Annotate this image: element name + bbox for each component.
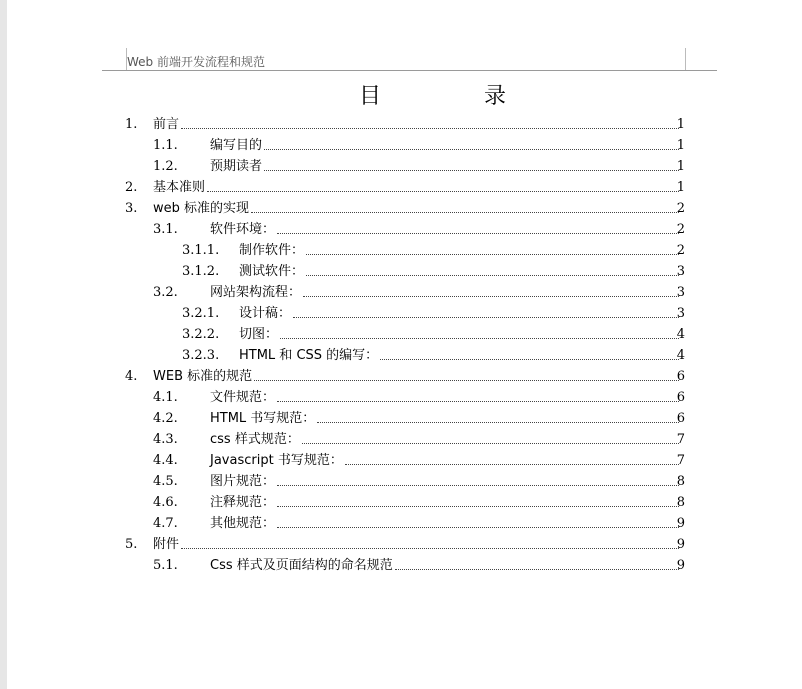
toc-entry-number: 5.1. xyxy=(153,558,178,573)
toc-entry[interactable] xyxy=(7,303,802,324)
toc-dot-leader xyxy=(181,548,679,549)
toc-entry-page: 6 xyxy=(676,411,685,426)
toc-entry-page: 4 xyxy=(676,348,685,363)
toc-title: 目 录 xyxy=(359,84,554,109)
toc-entry-title: css 样式规范： xyxy=(210,432,300,447)
toc-entry-page: 7 xyxy=(676,453,685,468)
toc-entry-number: 3.2.1. xyxy=(182,306,220,321)
header-margin-mark xyxy=(685,48,686,70)
toc-entry-number: 3.2.3. xyxy=(182,348,220,363)
toc-entry[interactable] xyxy=(7,198,802,219)
toc-entry[interactable] xyxy=(7,450,802,471)
toc-dot-leader xyxy=(280,338,679,339)
toc-entry[interactable] xyxy=(7,177,802,198)
toc-dot-leader xyxy=(207,191,679,192)
toc-entry-page: 6 xyxy=(676,390,685,405)
toc-dot-leader xyxy=(264,149,679,150)
toc-entry-number: 1. xyxy=(125,117,138,132)
toc-entry-title: 设计稿： xyxy=(239,306,292,321)
toc-entry-page: 2 xyxy=(676,201,685,216)
toc-dot-leader xyxy=(302,443,679,444)
toc-entry-page: 9 xyxy=(676,558,685,573)
toc-entry-title: HTML 书写规范： xyxy=(210,411,316,426)
toc-entry-number: 4.7. xyxy=(153,516,178,531)
toc-entry-number: 4. xyxy=(125,369,138,384)
toc-entry-number: 4.5. xyxy=(153,474,178,489)
toc-entry-number: 5. xyxy=(125,537,138,552)
toc-entry[interactable] xyxy=(7,387,802,408)
toc-entry-title: 软件环境： xyxy=(210,222,276,237)
toc-entry-title: Javascript 书写规范： xyxy=(210,453,343,468)
toc-entry-title: 文件规范： xyxy=(210,390,276,405)
toc-entry-page: 3 xyxy=(676,264,685,279)
toc-dot-leader xyxy=(380,359,679,360)
toc-entry-page: 1 xyxy=(676,138,685,153)
toc-dot-leader xyxy=(277,506,679,507)
toc-dot-leader xyxy=(254,380,679,381)
toc-dot-leader xyxy=(264,170,679,171)
toc-dot-leader xyxy=(277,527,679,528)
toc-entry-title: 网站架构流程： xyxy=(210,285,302,300)
toc-entry-title: WEB 标准的规范 xyxy=(153,369,253,384)
toc-entry[interactable] xyxy=(7,282,802,303)
toc-entry-title: 预期读者 xyxy=(210,159,263,174)
toc-entry-number: 4.3. xyxy=(153,432,178,447)
toc-entry-number: 2. xyxy=(125,180,138,195)
toc-dot-leader xyxy=(303,296,679,297)
toc-entry-page: 9 xyxy=(676,537,685,552)
toc-entry[interactable] xyxy=(7,492,802,513)
toc-entry-title: web 标准的实现 xyxy=(153,201,250,216)
toc-entry-title: 注释规范： xyxy=(210,495,276,510)
window-left-edge xyxy=(0,0,7,689)
toc-entry-page: 7 xyxy=(676,432,685,447)
toc-entry-title: Css 样式及页面结构的命名规范 xyxy=(210,558,393,573)
toc-entry-title: 制作软件： xyxy=(239,243,305,258)
toc-entry-page: 8 xyxy=(676,474,685,489)
toc-dot-leader xyxy=(181,128,679,129)
toc-entry-page: 2 xyxy=(676,243,685,258)
toc-entry-title: 基本准则 xyxy=(153,180,206,195)
toc-entry-page: 1 xyxy=(676,180,685,195)
toc-entry-page: 8 xyxy=(676,495,685,510)
toc-dot-leader xyxy=(306,254,679,255)
toc-entry-page: 9 xyxy=(676,516,685,531)
toc-entry[interactable] xyxy=(7,471,802,492)
header-rule xyxy=(102,70,717,71)
toc-dot-leader xyxy=(345,464,679,465)
toc-entry-number: 4.6. xyxy=(153,495,178,510)
toc-entry[interactable] xyxy=(7,156,802,177)
toc-entry[interactable] xyxy=(7,114,802,135)
toc-dot-leader xyxy=(251,212,679,213)
toc-entry-number: 4.1. xyxy=(153,390,178,405)
toc-entry[interactable] xyxy=(7,240,802,261)
toc-entry[interactable] xyxy=(7,135,802,156)
toc-dot-leader xyxy=(306,275,679,276)
toc-dot-leader xyxy=(395,569,679,570)
toc-entry[interactable] xyxy=(7,534,802,555)
toc-entry-number: 4.4. xyxy=(153,453,178,468)
toc-entry-number: 3.2.2. xyxy=(182,327,220,342)
toc-entry-page: 3 xyxy=(676,306,685,321)
toc-dot-leader xyxy=(277,233,679,234)
toc-entry-title: 前言 xyxy=(153,117,180,132)
toc-entry[interactable] xyxy=(7,324,802,345)
toc-entry-page: 6 xyxy=(676,369,685,384)
toc-entry-number: 3.1. xyxy=(153,222,178,237)
toc-entry-number: 3.1.1. xyxy=(182,243,220,258)
toc-entry-title: 编写目的 xyxy=(210,138,263,153)
toc-entry-page: 1 xyxy=(676,117,685,132)
toc-entry-number: 1.2. xyxy=(153,159,178,174)
toc-entry-number: 3.2. xyxy=(153,285,178,300)
toc-dot-leader xyxy=(293,317,679,318)
toc-entry-page: 1 xyxy=(676,159,685,174)
toc-entry-number: 3. xyxy=(125,201,138,216)
document-page xyxy=(7,0,802,689)
toc-entry[interactable] xyxy=(7,366,802,387)
toc-entry-number: 1.1. xyxy=(153,138,178,153)
toc-entry[interactable] xyxy=(7,429,802,450)
toc-entry-title: 测试软件： xyxy=(239,264,305,279)
toc-entry-number: 4.2. xyxy=(153,411,178,426)
toc-dot-leader xyxy=(277,485,679,486)
toc-entry[interactable] xyxy=(7,555,802,576)
toc-entry-title: 切图： xyxy=(239,327,279,342)
toc-entry[interactable] xyxy=(7,261,802,282)
toc-entry-title: 其他规范： xyxy=(210,516,276,531)
toc-entry-title: 图片规范： xyxy=(210,474,276,489)
toc-dot-leader xyxy=(277,401,679,402)
toc-entry[interactable] xyxy=(7,345,802,366)
page-header-text: Web 前端开发流程和规范 xyxy=(127,55,265,69)
toc-entry-title: HTML 和 CSS 的编写： xyxy=(239,348,379,363)
toc-entry[interactable] xyxy=(7,408,802,429)
toc-entry-page: 3 xyxy=(676,285,685,300)
toc-entry-page: 4 xyxy=(676,327,685,342)
toc-entry[interactable] xyxy=(7,219,802,240)
toc-entry-title: 附件 xyxy=(153,537,180,552)
toc-dot-leader xyxy=(317,422,679,423)
toc-entry[interactable] xyxy=(7,513,802,534)
toc-entry-number: 3.1.2. xyxy=(182,264,220,279)
toc-entry-page: 2 xyxy=(676,222,685,237)
